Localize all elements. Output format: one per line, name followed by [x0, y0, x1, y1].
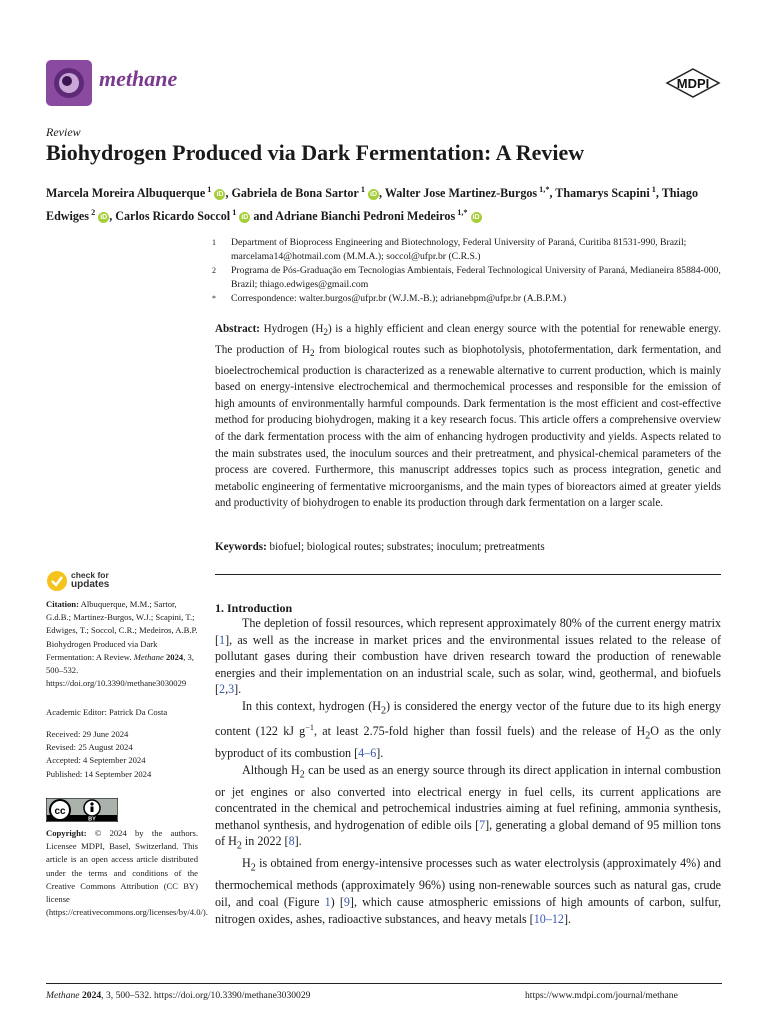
abstract: Abstract: Hydrogen $(H_2)$ is a highly efficient and clean energy source with the potential for renewable energy. The production of $H_2$ from biological routes such as biophotolysis, photofermentation, dark fermentation, and bioelectrochemical production is characterized as a renewable alternative to current production, which is mainly based on energy-intensive electrochemical and thermochemical processes and responsible for the emission of high amounts of environmentally harmful compounds. Dark fermentation is the most efficient and cost-effective method for producing biohydrogen, making it a key research focus. This article offers a comprehensive overview of the dark fermentation process with the aim of enhancing hydrogen productivity and yields. Aspects related to the main substrates used, the inoculum sources and their pretreatment, and physical-chemical parameters of the process are covered. Furthermore, this manuscript addresses topics such as process integration, genetic and metabolic engineering of fermentative microorganisms, and the main types of bioreactors aimed at greater yields and productivity of biohydrogen to enable its production through dark fermentation on a larger scale.: [215, 323, 722, 510]
reference-link[interactable]: 4–6: [358, 746, 377, 760]
reference-link[interactable]: 7: [479, 817, 486, 832]
cc-by-license-icon[interactable]: [46, 798, 118, 822]
author-name[interactable]: Thiago Edwiges: [46, 186, 699, 224]
orcid-icon[interactable]: iD: [241, 214, 249, 222]
introduction-body: [215, 615, 721, 927]
body-paragraph: The depletion of fossil resources, which represent approximately 80% of the current energy matrix [1], as well as the increase in market prices and the environmental issues related to the release of pollutant gases during their combustion have driven research toward the production of renewable energies and their implementation on an industrial scale, such as solar, wind, geothermal, and biofuels [2,3].: [215, 616, 721, 697]
reference-link[interactable]: 9: [343, 894, 350, 909]
body-paragraph: $H_2$ is obtained from energy-intensive processes such as water electrolysis (approximately 4%) and thermochemical methods (approximately 96%) using non-renewable sources such as natural gas, crude oil, and coal (Figure 1) [9], which cause atmospheric emissions of high amounts of carbon, sulfur, nitrogen oxides, ashes, radioactive substances, and heavy metals [10–12].: [215, 856, 722, 926]
date-accepted: Accepted: 4 September 2024: [46, 755, 146, 766]
academic-editor: Academic Editor: Patrick Da Costa: [46, 707, 168, 717]
article-type: Review: [46, 125, 81, 139]
author-name[interactable]: Adriane Bianchi Pedroni Medeiros: [275, 209, 456, 224]
mdpi-logo-icon[interactable]: [665, 68, 721, 98]
author-name[interactable]: Thamarys Scapini: [555, 186, 650, 201]
reference-link[interactable]: 8: [288, 834, 295, 849]
section-heading-introduction: 1. Introduction: [215, 601, 293, 615]
svg-text:BY: BY: [88, 816, 96, 822]
orcid-icon[interactable]: iD: [370, 191, 378, 199]
publication-dates: [46, 728, 198, 781]
body-paragraph: In this context, hydrogen $(H_2)$ is considered the energy vector of the future due to its high energy content (122 kJ $g^{-1}$, at least 2.75-fold higher than fossil fuels) and the release of $H_2O$ as the only byproduct of its combustion [4–6].: [215, 698, 721, 760]
date-received: Received: 29 June 2024: [46, 729, 129, 739]
author-name[interactable]: Gabriela de Bona Sartor: [231, 186, 359, 201]
reference-link[interactable]: 1: [219, 632, 226, 647]
orcid-icon[interactable]: iD: [216, 191, 224, 199]
footer-divider: [46, 983, 722, 984]
footer-citation[interactable]: Methane 2024, 3, 500–532. https://doi.org/10.3390/methane3030029: [46, 990, 311, 1001]
reference-link[interactable]: 3: [228, 682, 235, 697]
journal-logo-icon: [46, 60, 92, 106]
date-published: Published: 14 September 2024: [46, 768, 152, 779]
keywords: Keywords: biofuel; biological routes; substrates; inoculum; pretreatments: [215, 541, 545, 553]
footer-journal-url[interactable]: https://www.mdpi.com/journal/methane: [525, 990, 678, 1001]
mdpi-logo-text: MDPI: [676, 76, 710, 91]
svg-text:cc: cc: [54, 806, 66, 817]
author-name[interactable]: Carlos Ricardo Soccol: [115, 209, 231, 224]
journal-name[interactable]: methane: [99, 66, 178, 91]
keywords-label: Keywords:: [215, 541, 267, 553]
orcid-icon[interactable]: iD: [472, 214, 480, 222]
reference-link[interactable]: 1: [324, 894, 331, 909]
author-name[interactable]: Walter Jose Martinez-Burgos: [384, 186, 538, 201]
reference-link[interactable]: 2: [219, 682, 226, 697]
citation-block: Citation: Albuquerque, M.M.; Sartor, G.d.B.; Martinez-Burgos, W.J.; Scapini, T.; Edwiges, T.; Soccol, C.R.; Medeiros, A.B.P. Biohydrogen Produced via Dark Fermentation: A Review. Methane 2024, 3, 500–532. https://doi.org/10.3390/methane3030029: [46, 599, 198, 689]
author-name[interactable]: Marcela Moreira Albuquerque: [46, 186, 206, 201]
article-title: Biohydrogen Produced via Dark Fermentation: A Review: [46, 140, 585, 165]
orcid-icon[interactable]: iD: [100, 214, 108, 222]
date-revised: Revised: 25 August 2024: [46, 742, 133, 753]
reference-link[interactable]: 10–12: [533, 911, 564, 926]
affiliation-item: 2 Programa de Pós-Graduação em Tecnologias Ambientais, Federal Technological University of Paraná, Medianeira 85884-000, Brazil; thiago.edwiges@gmail.com: [212, 265, 721, 290]
abstract-label: Abstract:: [215, 323, 260, 335]
author-list: Marcela Moreira Albuquerque $^1$ iD , Gabriela de Bona Sartor $^1$ iD , Walter Jose Martinez-Burgos $^{1,*}$, Thamarys Scapini $^1$, Thiago Edwiges $^2$ iD , Carlos Ricardo Soccol $^1$ iD and Adriane Bianchi Pedroni Medeiros $^{1,*}$ iD: [46, 185, 699, 224]
affiliation-item: 1 Department of Bioprocess Engineering and Biotechnology, Federal University of Paraná, Curitiba 81531-990, Brazil; marcelama14@hotmail.com (M.M.A.); soccol@ufpr.br (C.R.S.): [212, 237, 687, 262]
affiliations: [212, 236, 732, 306]
check-updates-icon: [46, 570, 68, 592]
affiliation-item: * Correspondence: walter.burgos@ufpr.br (W.J.M.-B.); adrianebpm@ufpr.br (A.B.P.M.): [212, 293, 567, 304]
body-paragraph: Although $H_2$ can be used as an energy source through its direct application in internal combustion or jet engines or also converted into electrical energy in fuel cells, its current applications are concentrated in the chemical and petrochemical industries aiming at fuel refining, ammonia synthesis, methanol synthesis, and hydrogenation of edible oils [7], generating a global demand of 95 million tons of $H_2$ in 2022 [8].: [215, 762, 721, 852]
section-divider: [215, 574, 721, 575]
check-for-updates-button[interactable]: check for updates: [46, 570, 156, 594]
copyright-notice: Copyright: © 2024 by the authors. Licensee MDPI, Basel, Switzerland. This article is an open access article distributed under the terms and conditions of the Creative Commons Attribution (CC BY) license (https://creativecommons.org/licenses/by/4.0/).: [46, 828, 208, 918]
